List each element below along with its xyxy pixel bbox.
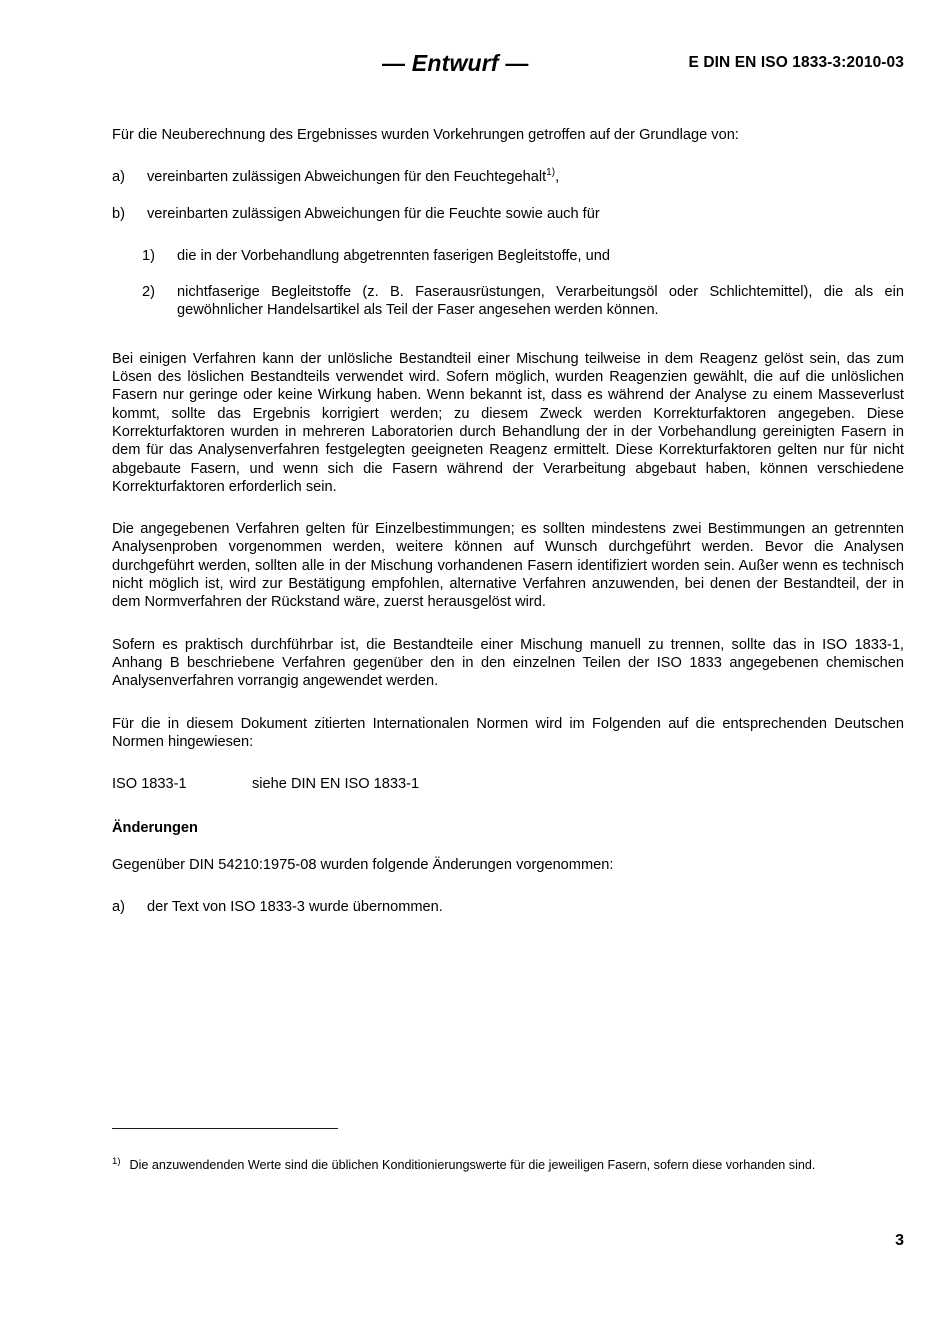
list-item-a: [112, 168, 904, 186]
paragraph-manual-separation: Sofern es praktisch durchführbar ist, die Bestandteile einer Mischung manuell zu trennen, sollte das in ISO 1833-1, Anhang B beschriebene Verfahren gegenüber den in den einzelnen Teilen der ISO 1833 angegebenen chemischen Analysenverfahren vorrangig angewendet werden.: [112, 636, 904, 690]
document-identifier: E DIN EN ISO 1833-3:2010-03: [688, 54, 904, 71]
changes-intro-paragraph: Gegenüber DIN 54210:1975-08 wurden folgende Änderungen vorgenommen:: [112, 856, 614, 873]
spacer: [112, 338, 904, 350]
document-body: [112, 126, 904, 934]
standards-reference-value: siehe DIN EN ISO 1833-1: [252, 776, 420, 793]
list-item-b-2-text: nichtfaserige Begleitstoffe (z. B. Faserausrüstungen, Verarbeitungsöl oder Schlichtemittel), die als ein gewöhnlicher Handelsartikel als Teil der Faser angesehen werden können.: [177, 284, 904, 319]
changes-list-item-a-text: der Text von ISO 1833-3 wurde übernommen.: [147, 899, 443, 916]
footnote-1-text: Die anzuwendenden Werte sind die üblichen Konditionierungswerte für die jeweiligen Fasern, sofern diese vorhanden sind.: [129, 1158, 816, 1172]
list-item-b-1: [142, 247, 904, 265]
standards-reference-row: [112, 775, 904, 793]
paragraph-cited-standards: Für die in diesem Dokument zitierten Internationalen Normen wird im Folgenden auf die entsprechenden Deutschen Normen hingewiesen:: [112, 715, 904, 750]
changes-list-marker-a: a): [112, 899, 125, 916]
em-dash-right-icon: —: [505, 50, 529, 76]
standards-reference-key: ISO 1833-1: [112, 776, 187, 793]
list-marker-b-2: 2): [142, 284, 155, 301]
paragraph-determinations: Die angegebenen Verfahren gelten für Einzelbestimmungen; es sollten mindestens zwei Bestimmungen an getrennten Analysenproben vorgenommen werden, weitere können auf Wunsch durchgeführt werden. Bevor die Analysen durchgeführt werden, sollten alle in der Mischung vorhandenen Fasern identifiziert worden sein. Außer wenn es technisch nicht möglich ist, wird zur Bestätigung empfohlen, alternative Verfahren anzuwenden, bei denen der Bestandteil, der in dem Normverfahren der Rückstand wäre, zuerst herausgelöst wird.: [112, 521, 904, 611]
section-heading-aenderungen: Änderungen: [112, 820, 198, 837]
footnote-1: [112, 1157, 904, 1174]
list-marker-a: a): [112, 169, 125, 186]
page-header: [112, 50, 904, 80]
list-item-b: [112, 205, 904, 223]
page-number: 3: [895, 1232, 904, 1249]
changes-list-item-a: [112, 898, 904, 916]
footnote-reference-1[interactable]: 1): [546, 167, 556, 179]
list-item-a-text: [147, 168, 904, 186]
list-marker-b-1: 1): [142, 247, 155, 264]
list-item-a-label: vereinbarten zulässigen Abweichungen für den Feuchtegehalt: [147, 169, 547, 186]
list-marker-b: b): [112, 205, 125, 222]
footnote-area: [112, 1128, 904, 1174]
list-item-a-suffix: ,: [555, 169, 560, 186]
draft-stamp-label: Entwurf: [411, 50, 499, 76]
em-dash-left-icon: —: [382, 50, 406, 76]
list-item-b-2: [142, 283, 904, 320]
intro-paragraph: Für die Neuberechnung des Ergebnisses wurden Vorkehrungen getroffen auf der Grundlage von:: [112, 127, 739, 143]
list-item-b-text: vereinbarten zulässigen Abweichungen für die Feuchte sowie auch für: [147, 205, 600, 222]
paragraph-correction-factors: Bei einigen Verfahren kann der unlösliche Bestandteil einer Mischung teilweise in dem Reagenz gelöst sein, das zum Lösen des löslichen Bestandteils verwendet wird. Sofern möglich, wurden Reagenzien gewählt, die auf die unlöslichen Fasern nur geringe oder keine Wirkung haben. Wenn bekannt ist, dass es während der Analyse zu einem Masseverlust kommt, sollte das Ergebnis korrigiert werden; zu diesem Zweck werden Korrekturfaktoren angegeben. Diese Korrekturfaktoren wurden in mehreren Laboratorien durch Behandlung der in der Vorbehandlung gereinigten Fasern in dem für das Analysenverfahren festgelegten geeigneten Reagenz ermittelt. Diese Korrekturfaktoren gelten nur für nicht abgebaute Fasern, und wenn sich die Fasern während der Verarbeitung abgebaut haben, können verschiedene Korrekturfaktoren erforderlich sein.: [112, 350, 904, 495]
footnote-separator-rule: [112, 1128, 338, 1129]
draft-stamp: [382, 50, 529, 77]
footnote-marker-1: 1): [112, 1156, 121, 1167]
list-item-b-1-text: die in der Vorbehandlung abgetrennten faserigen Begleitstoffe, und: [177, 247, 611, 264]
